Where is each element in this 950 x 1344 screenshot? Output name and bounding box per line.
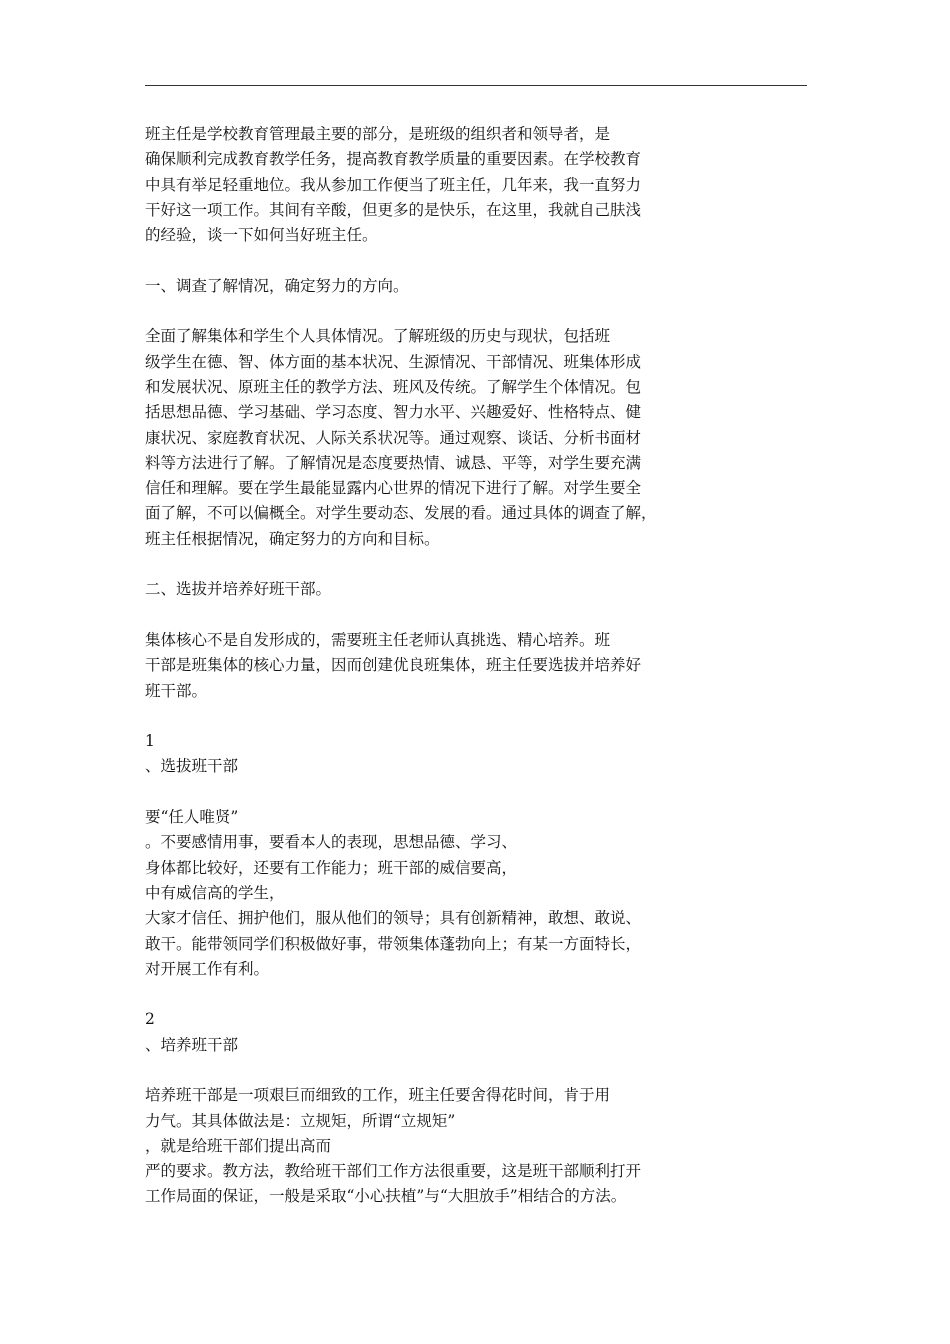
text-line: 大家才信任、拥护他们，服从他们的领导；具有创新精神，敢想、敢说、: [145, 909, 642, 928]
text-line: 2: [145, 1010, 155, 1029]
text-line: 、选拔班干部: [145, 757, 239, 776]
text-line: 一、调查了解情况，确定努力的方向。: [145, 276, 409, 295]
text-line: 中有威信高的学生，: [145, 883, 285, 902]
text-line: 信任和理解。要在学生最能显露内心世界的情况下进行了解。对学生要全: [145, 479, 642, 498]
text-line: 、培养班干部: [145, 1035, 239, 1054]
paragraph-gap: [145, 552, 795, 577]
text-line: 工作局面的保证，一般是采取“小心扶植”与“大胆放手”相结合的方法。: [145, 1187, 627, 1206]
paragraph-gap: [145, 982, 795, 1007]
text-line: 和发展状况、原班主任的教学方法、班风及传统。了解学生个体情况。包: [145, 377, 642, 396]
paragraph: [145, 577, 795, 602]
text-line: 对开展工作有利。: [145, 959, 270, 978]
text-line: 中具有举足轻重地位。我从参加工作便当了班主任，几年来，我一直努力: [145, 175, 642, 194]
text-line: 面了解，不可以偏概全。对学生要动态、发展的看。通过具体的调查了解，: [145, 504, 657, 523]
paragraph: [145, 628, 795, 704]
text-line: 确保顺利完成教育教学任务，提高教育教学质量的重要因素。在学校教育: [145, 150, 642, 169]
text-line: 康状况、家庭教育状况、人际关系状况等。通过观察、谈话、分析书面材: [145, 428, 642, 447]
text-line: ，就是给班干部们提出高而: [145, 1136, 332, 1155]
paragraph-gap: [145, 704, 795, 729]
paragraph-gap: [145, 299, 795, 324]
paragraph-gap: [145, 603, 795, 628]
paragraph: [145, 1007, 795, 1058]
text-line: 身体都比较好，还要有工作能力；班干部的威信要高，: [145, 858, 518, 877]
text-line: 敢干。能带领同学们积极做好事，带领集体蓬勃向上；有某一方面特长，: [145, 934, 642, 953]
text-line: 班主任根据情况，确定努力的方向和目标。: [145, 529, 440, 548]
text-line: 集体核心不是自发形成的，需要班主任老师认真挑选、精心培养。班: [145, 630, 611, 649]
text-line: 严的要求。教方法，教给班干部们工作方法很重要，这是班干部顺利打开: [145, 1162, 642, 1181]
text-line: 的经验，谈一下如何当好班主任。: [145, 226, 378, 245]
paragraph: [145, 1083, 795, 1209]
paragraph: [145, 729, 795, 780]
text-line: 班主任是学校教育管理最主要的部分，是班级的组织者和领导者，是: [145, 125, 611, 143]
paragraph-gap: [145, 248, 795, 273]
paragraph: [145, 122, 795, 248]
paragraph-gap: [145, 780, 795, 805]
text-line: 干部是班集体的核心力量，因而创建优良班集体，班主任要选拔并培养好: [145, 656, 642, 675]
paragraph: [145, 805, 795, 982]
text-line: 全面了解集体和学生个人具体情况。了解班级的历史与现状，包括班: [145, 327, 611, 346]
document-body: [145, 122, 795, 1210]
paragraph-gap: [145, 1058, 795, 1083]
text-line: 班干部。: [145, 681, 208, 700]
paragraph: [145, 324, 795, 552]
text-line: 干好这一项工作。其间有辛酸，但更多的是快乐，在这里，我就自己肤浅: [145, 200, 642, 219]
text-line: 括思想品德、学习基础、学习态度、智力水平、兴趣爱好、性格特点、健: [145, 403, 642, 422]
text-line: 料等方法进行了解。了解情况是态度要热情、诚恳、平等，对学生要充满: [145, 453, 642, 472]
text-line: 要“任人唯贤”: [145, 808, 239, 827]
text-line: 级学生在德、智、体方面的基本状况、生源情况、干部情况、班集体形成: [145, 352, 642, 371]
header-rule: [145, 85, 807, 86]
text-line: 培养班干部是一项艰巨而细致的工作，班主任要舍得花时间，肯于用: [145, 1086, 611, 1105]
paragraph: [145, 274, 795, 299]
text-line: 力气。其具体做法是：立规矩，所谓“立规矩”: [145, 1111, 456, 1130]
text-line: 二、选拔并培养好班干部。: [145, 580, 332, 599]
text-line: 1: [145, 732, 155, 751]
text-line: 。不要感情用事，要看本人的表现，思想品德、学习、: [145, 833, 518, 852]
